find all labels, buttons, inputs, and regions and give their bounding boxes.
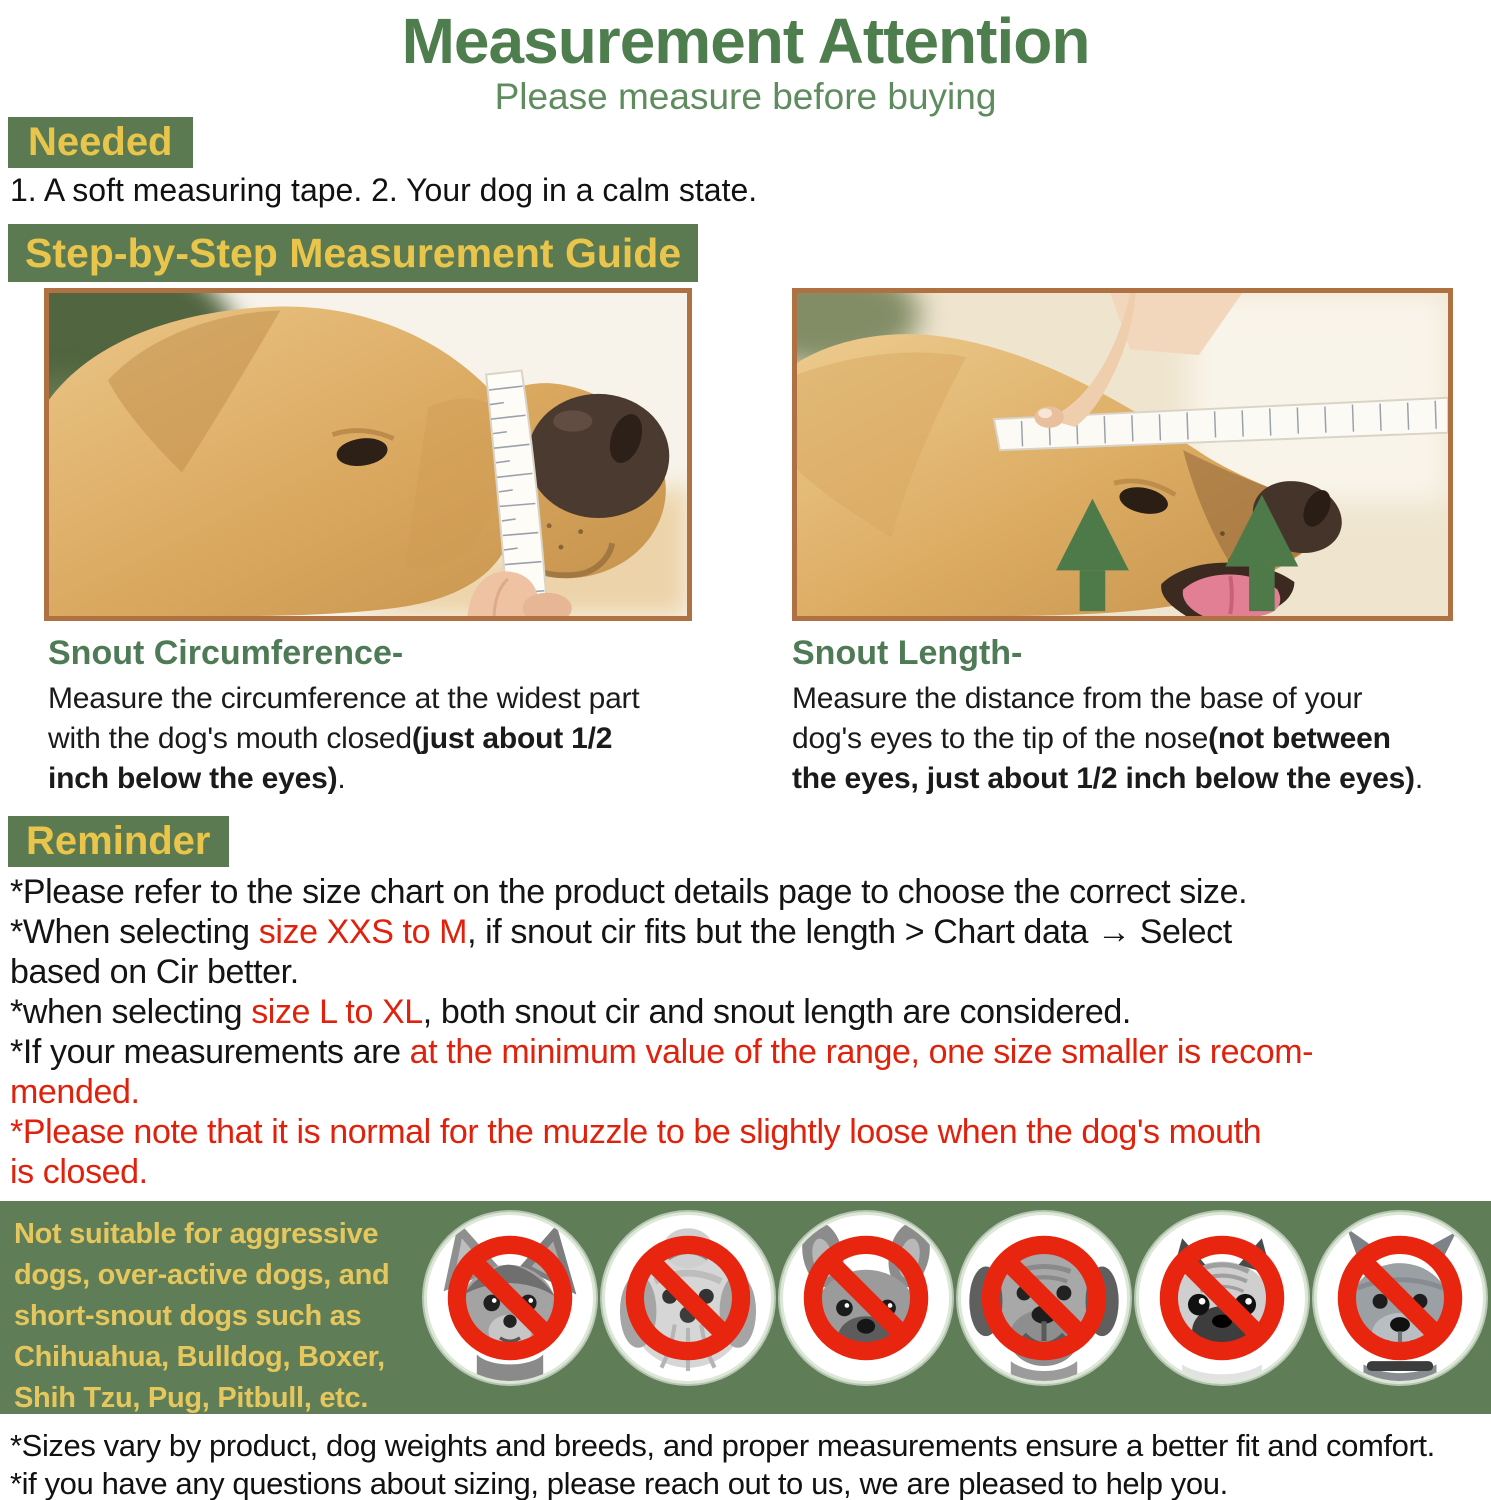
reminder-text: *Please refer to the size chart on the product details page to choose the correct size. <box>10 873 1248 911</box>
caption-text: Measure the distance from the base of your <box>792 682 1363 715</box>
caption-line <box>48 679 748 719</box>
dog-french-bulldog <box>780 1212 952 1384</box>
nose <box>528 394 670 518</box>
reminder-section-header: Reminder <box>8 816 229 867</box>
snout-circumference-caption <box>48 634 748 799</box>
prohibition-icon <box>1139 1215 1305 1381</box>
guide-section-header: Step-by-Step Measurement Guide <box>8 224 698 282</box>
reminder-line <box>10 872 1488 912</box>
page-subtitle: Please measure before buying <box>494 76 997 117</box>
caption-heading: Snout Length- <box>792 634 1023 672</box>
dog-length-illustration <box>797 293 1448 616</box>
reminder-text-red: size XXS to M <box>258 913 468 951</box>
snout-circumference-photo <box>44 288 692 621</box>
caption-text-bold: the eyes, just about 1/2 inch below the eyes) <box>792 762 1415 795</box>
needed-text: 1. A soft measuring tape. 2. Your dog in a calm state. <box>10 172 758 208</box>
reminder-text: *If your measurements are <box>10 1033 410 1071</box>
needed-section-header: Needed <box>8 117 193 168</box>
caption-heading: Snout Circumference- <box>48 634 404 672</box>
dog-pug <box>1136 1212 1308 1384</box>
reminder-text-red: size L to XL <box>251 993 423 1031</box>
reminder-text: , both snout cir and snout length are considered. <box>422 993 1131 1031</box>
caption-line <box>792 719 1491 759</box>
reminder-text: , if snout cir fits but the length > Chart data → Select <box>467 913 1232 951</box>
banner-line: Chihuahua, Bulldog, Boxer, <box>14 1341 385 1373</box>
reminder-line <box>10 912 1488 952</box>
caption-text: dog's eyes to the tip of the nose <box>792 722 1209 755</box>
reminder-line <box>10 992 1488 1032</box>
footnote-sizes-vary: *Sizes vary by product, dog weights and breeds, and proper measurements ensure a better fit and comfort. <box>10 1428 1435 1463</box>
caption-text-bold: inch below the eyes) <box>48 762 338 795</box>
snout-length-photo <box>792 288 1453 621</box>
reminder-text-red: *Please note that it is normal for the muzzle to be slightly loose when the dog's mouth <box>10 1113 1262 1151</box>
caption-line <box>48 759 748 799</box>
dog-mastiff <box>958 1212 1130 1384</box>
reminder-text-red: at the minimum value of the range, one size smaller is recom- <box>409 1033 1314 1071</box>
banner-line: Not suitable for aggressive <box>14 1218 379 1250</box>
reminder-line <box>10 1072 1488 1112</box>
prohibition-icon <box>605 1215 771 1381</box>
prohibition-icon <box>427 1215 593 1381</box>
banner-line: dogs, over-active dogs, and <box>14 1259 390 1291</box>
reminder-text: based on Cir better. <box>10 953 299 991</box>
dog-shih-tzu <box>602 1212 774 1384</box>
reminder-line <box>10 1032 1488 1072</box>
prohibition-icon <box>1317 1215 1483 1381</box>
caption-text: Measure the circumference at the widest part <box>48 682 640 715</box>
not-suitable-banner <box>0 1201 1491 1414</box>
caption-line <box>48 719 748 759</box>
caption-text: . <box>1414 762 1423 795</box>
reminder-text-red: mended. <box>10 1073 140 1111</box>
caption-text: . <box>337 762 346 795</box>
page-title: Measurement Attention <box>401 5 1090 77</box>
footnote-questions: *if you have any questions about sizing, please reach out to us, we are pleased to help you. <box>10 1466 1228 1500</box>
reminder-text-red: is closed. <box>10 1153 148 1191</box>
snout-length-caption <box>792 634 1491 799</box>
reminder-line <box>10 1152 1488 1192</box>
reminder-line <box>10 1112 1488 1152</box>
caption-text-bold: (just about 1/2 <box>411 722 613 755</box>
prohibited-breeds-row <box>424 1212 1486 1384</box>
prohibition-icon <box>783 1215 949 1381</box>
caption-line <box>792 679 1491 719</box>
reminder-text: *When selecting <box>10 913 259 951</box>
not-suitable-text <box>14 1214 389 1419</box>
caption-text: with the dog's mouth closed <box>48 722 412 755</box>
reminder-text: *when selecting <box>10 993 252 1031</box>
prohibition-icon <box>961 1215 1127 1381</box>
banner-line: short-snout dogs such as <box>14 1300 362 1332</box>
reminder-line <box>10 952 1488 992</box>
dog-chihuahua <box>424 1212 596 1384</box>
dog-pitbull <box>1314 1212 1486 1384</box>
banner-line: Shih Tzu, Pug, Pitbull, etc. <box>14 1382 369 1414</box>
caption-text-bold: (not between <box>1208 722 1391 755</box>
dog-circumference-illustration <box>49 293 687 616</box>
caption-line <box>792 759 1491 799</box>
reminder-notes <box>10 872 1488 1192</box>
